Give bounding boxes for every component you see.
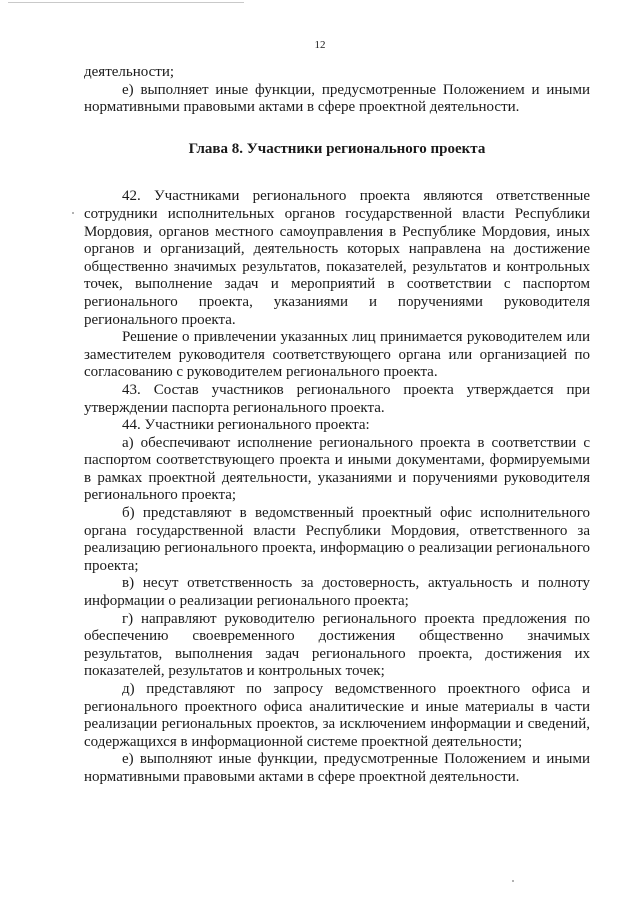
paragraph-decision: Решение о привлечении указанных лиц принимается руководителем или заместителем руководителя соответствующего органа или организацией по согласованию с руководителем регионального проекта. [84, 329, 590, 381]
paragraph-44-e: е) выполняют иные функции, предусмотренные Положением и иными нормативными правовыми актами в сфере проектной деятельности. [84, 751, 590, 785]
paragraph-44-g: г) направляют руководителю регионального проекта предложения по обеспечению своевременного достижения общественно значимых результатов, выполнения задач регионального проекта, достижения их показателей, результатов и контрольных точек; [84, 610, 590, 680]
scan-edge-line [8, 2, 244, 3]
scan-speck [512, 880, 514, 882]
paragraph-44: 44. Участники регионального проекта: [122, 417, 370, 434]
page-number: 12 [314, 39, 326, 51]
paragraph-44-a: а) обеспечивают исполнение регионального проекта в соответствии с паспортом соответствующего проекта и иными документами, формируемыми в рамках проектной деятельности, указаниями и поручениями руководителя регионального проекта; [84, 434, 590, 504]
paragraph-44-d: д) представляют по запросу ведомственного проектного офиса и регионального проектного офиса аналитические и иные материалы в части реализации региональных проектов, за исключением информации и сведений, содержащихся в информационной системе проектной деятельности; [84, 681, 590, 750]
intro-line-continuation: деятельности; [84, 64, 175, 80]
paragraph-43: 43. Состав участников регионального проекта утверждается при утверждении паспорта регионального проекта. [84, 381, 590, 416]
chapter-title: Глава 8. Участники регионального проекта [188, 140, 486, 157]
document-body [84, 64, 590, 787]
scan-speck [72, 212, 74, 214]
paragraph-44-b: б) представляют в ведомственный проектный офис исполнительного органа государственной власти Республики Мордовия, ответственного за реализацию регионального проекта, информацию о реализации регионального проекта; [84, 505, 590, 574]
paragraph-44-v: в) несут ответственность за достоверность, актуальность и полноту информации о реализации регионального проекта; [84, 575, 590, 610]
intro-item-e: е) выполняет иные функции, предусмотренные Положением и иными нормативными правовыми актами в сфере проектной деятельности. [84, 81, 590, 116]
paragraph-42: 42. Участниками регионального проекта являются ответственные сотрудники исполнительных органов государственной власти Республики Мордовия, органов местного самоуправления в Республике Мордовия, иных органов и организаций, деятельность которых направлена на достижение общественно значимых результатов, показателей, результатов и контрольных точек, выполнение задач и мероприятий в соответствии с паспортом регионального проекта, указаниями и поручениями руководителя регионального проекта. [84, 188, 590, 328]
